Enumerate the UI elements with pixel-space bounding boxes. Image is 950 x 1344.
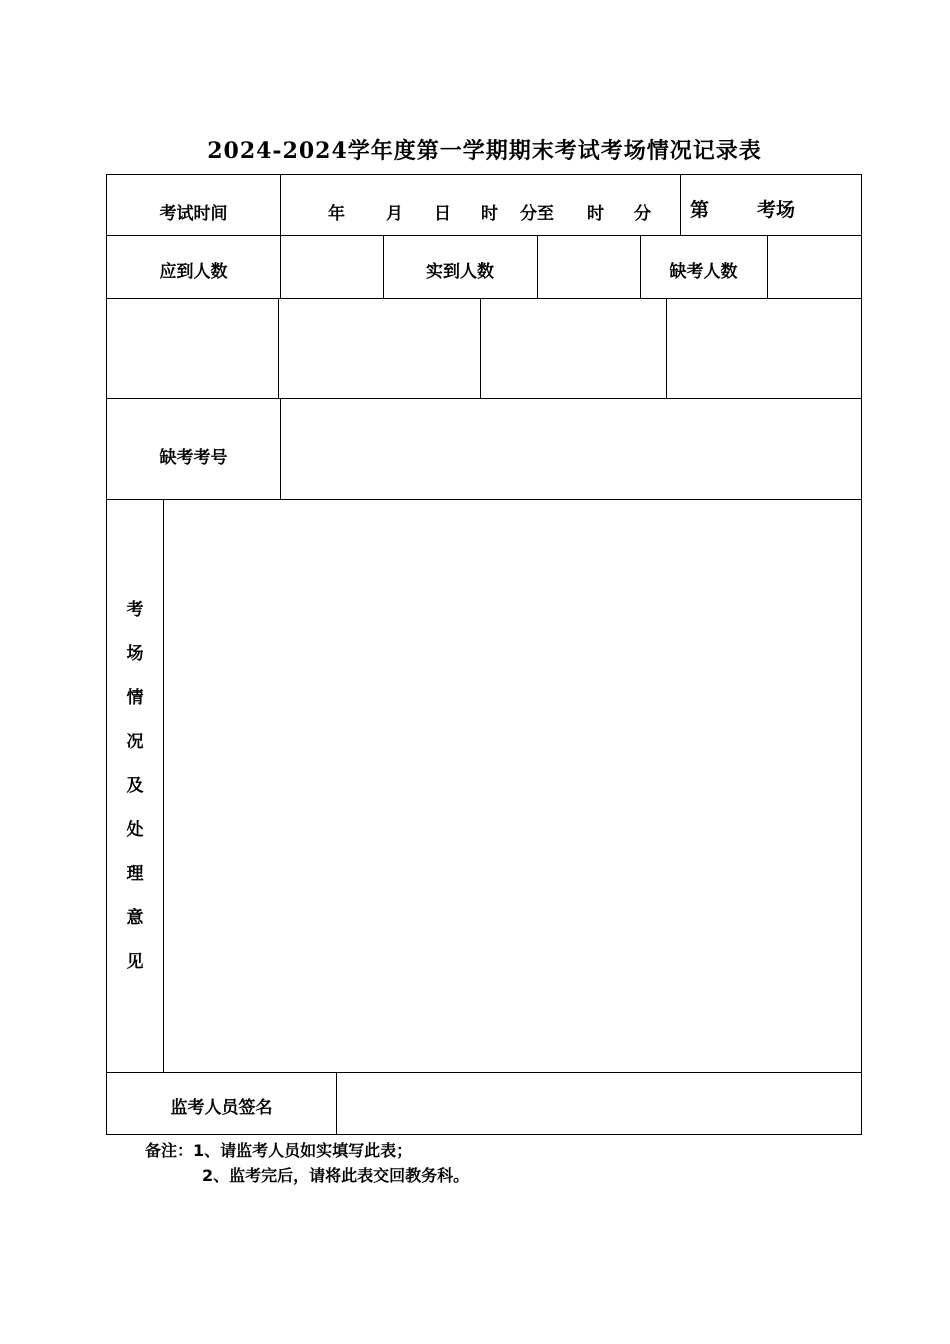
page-title: 2024-2024学年度第一学期期末考试考场情况记录表 (207, 138, 762, 164)
time-unit-minute-end: 分 (634, 204, 651, 224)
expected-count-label: 应到人数 (159, 262, 228, 282)
time-unit-year: 年 (328, 204, 345, 224)
table-border-top (107, 174, 862, 175)
cell-divider (336, 1072, 337, 1135)
notes-line-1: 备注：1、请监考人员如实填写此表； (145, 1141, 413, 1160)
cell-divider (280, 235, 281, 299)
row-divider (107, 499, 862, 500)
cell-divider (480, 298, 481, 399)
row-divider (107, 235, 862, 236)
cell-divider (280, 398, 281, 500)
table-border-right (861, 174, 862, 1135)
cell-divider (666, 298, 667, 399)
time-unit-month: 月 (386, 204, 403, 224)
row-divider (107, 398, 862, 399)
cell-divider (163, 499, 164, 1073)
proctor-signature-label: 监考人员签名 (170, 1098, 273, 1118)
situation-label: 考 场 情 况 及 处 理 意 见 (126, 600, 144, 972)
exam-room-prefix: 第 (690, 199, 710, 221)
time-unit-day: 日 (434, 204, 451, 224)
cell-divider (280, 174, 281, 236)
actual-count-label: 实到人数 (426, 262, 494, 282)
row-divider (107, 298, 862, 299)
cell-divider (537, 235, 538, 299)
absent-numbers-label: 缺考考号 (159, 448, 228, 468)
table-border-bottom (107, 1134, 862, 1135)
cell-divider (767, 235, 768, 299)
absent-count-label: 缺考人数 (669, 262, 738, 282)
time-unit-hour: 时 (481, 204, 498, 224)
time-unit-hour-end: 时 (587, 204, 604, 224)
cell-divider (278, 298, 279, 399)
time-unit-minute-to: 分至 (520, 204, 554, 224)
row-divider (107, 1072, 862, 1073)
notes-line-2: 2、监考完后，请将此表交回教务科。 (202, 1166, 470, 1185)
exam-time-label: 考试时间 (159, 204, 228, 224)
exam-room-suffix: 考场 (757, 199, 796, 221)
cell-divider (680, 174, 681, 236)
